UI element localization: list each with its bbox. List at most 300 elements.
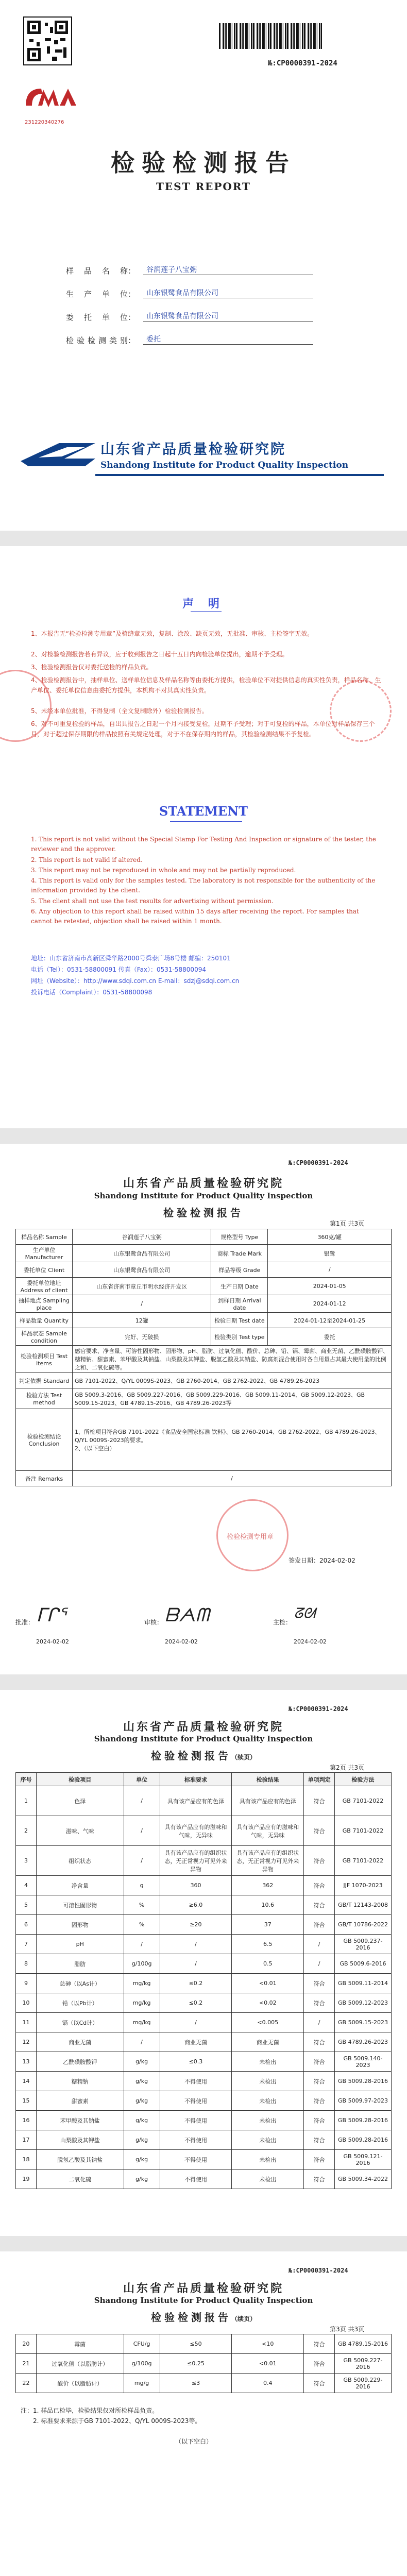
table-row	[16, 1954, 392, 1974]
contact-line: 投诉电话（Complaint）：0531-58800098	[31, 989, 152, 996]
table-row	[16, 2091, 392, 2111]
report-title: 检验检测报告	[111, 149, 296, 177]
cell: GB 5009.28-2016	[335, 2072, 392, 2091]
cell: GB 5009.34-2022	[335, 2170, 392, 2189]
cell: 完好、无破损	[72, 1328, 211, 1346]
cell: 37	[232, 1915, 304, 1935]
cell: GB 5009.11-2014	[335, 1974, 392, 1993]
qr-code	[23, 16, 72, 65]
page-number: 第2页 共3页	[330, 1764, 365, 1771]
cell: GB 4789.26-2023	[335, 2032, 392, 2052]
cell: /	[124, 1816, 160, 1846]
cell: 0.5	[232, 1954, 304, 1974]
cell: 山东省济南市章丘市明水经济开发区	[72, 1278, 211, 1295]
cell: 9	[16, 1974, 37, 1993]
statement-para-1: 1、本报告无“检验检测专用章”及骑缝章无效，复制、涂改、缺页无效，无批准、审核、主检签字无效。	[31, 630, 314, 637]
cell: 不得使用	[160, 2111, 232, 2130]
table-row	[16, 1895, 392, 1915]
cell: /	[160, 1954, 232, 1974]
cell: 10	[16, 1993, 37, 2013]
field-test-type: 检验检测类别： 委托	[66, 335, 135, 346]
statement-en-2: 2. This report is not valid if altered.	[31, 856, 143, 863]
report-title: 检验检测报告	[163, 1207, 244, 1219]
cell: 4	[16, 1876, 37, 1895]
cell: GB 7101-2022	[335, 1816, 392, 1846]
statement-en-3: 3. This report may not be reproduced in whole and may not be partially reproduced.	[31, 867, 296, 874]
cell: 符合	[304, 2111, 335, 2130]
cell: /	[72, 1295, 211, 1313]
cell: mg/kg	[124, 2013, 160, 2032]
cell: 未检出	[232, 2091, 304, 2111]
cell: /	[304, 1935, 335, 1954]
cell: GB 5009.28-2016	[335, 2130, 392, 2150]
cell: g	[124, 1876, 160, 1895]
page-separator	[0, 1674, 407, 1690]
cell: GB 5009.140-2023	[335, 2052, 392, 2072]
date: 2024-02-02	[294, 1638, 327, 1645]
table-row	[16, 2354, 392, 2374]
cell: 符合	[304, 1876, 335, 1895]
cell: 色泽	[36, 1786, 124, 1816]
cell: 山东银鹭食品有限公司	[72, 1262, 211, 1278]
contact-line: 电话（Tel）：0531-58800091 传真（Fax）：0531-58800094	[31, 966, 206, 973]
cell: 符合	[304, 1915, 335, 1935]
cell: 符合	[304, 2170, 335, 2189]
table-row	[16, 1876, 392, 1895]
table-row	[16, 1846, 392, 1876]
page-separator	[0, 1128, 407, 1144]
statement-title: 声 明	[182, 598, 225, 611]
cell: 符合	[304, 1816, 335, 1846]
cell: 山东银鹭食品有限公司	[72, 1245, 211, 1262]
cell: 委托	[268, 1328, 392, 1346]
cell: g/100g	[124, 2354, 160, 2374]
cell: 7	[16, 1935, 37, 1954]
cell: 17	[16, 2130, 37, 2150]
cell: 符合	[304, 2130, 335, 2150]
cell: g/100g	[124, 1954, 160, 1974]
results-page-2	[0, 2251, 407, 2576]
cell: 0.4	[232, 2374, 304, 2393]
cell: 酸价（以脂肪计）	[36, 2374, 124, 2393]
report-number: №:CP0000391-2024	[289, 1159, 348, 1166]
cell: /	[268, 1262, 392, 1278]
cell: 检验方法 Test method	[16, 1388, 73, 1409]
statement-en-1: 1. This report is not valid without the Special Stamp For Testing And Inspection or signature of the tester, the reviewer and the approver.	[31, 836, 376, 853]
cell: 12	[16, 2032, 37, 2052]
column-header: 单位	[124, 1773, 160, 1786]
statement-para-6: 6、对不可重复检验的样品，自出具报告之日起一个月内接受复检，过期不予受理；对于可复检的样品，本单位对样品保存三个月，对于超过保存期限的样品按照有关规定处理，对于不在保存期内的样品，其检验检测结果不予复检。	[31, 720, 375, 738]
cell: <0.02	[232, 1993, 304, 2013]
cell: 1	[16, 1786, 37, 1816]
cell: 12罐	[72, 1313, 211, 1328]
cell: 总砷（以As计）	[36, 1974, 124, 1993]
cell: 净含量	[36, 1876, 124, 1895]
approver-signature: ᒥᒋᕐ	[36, 1605, 66, 1626]
cell: ≤0.25	[160, 2354, 232, 2374]
cell: 6.5	[232, 1935, 304, 1954]
institute-name-en: Shandong Institute for Product Quality Inspection	[94, 1191, 313, 1200]
cell: GB 5009.97-2023	[335, 2091, 392, 2111]
tester-signature: ᘔᘛ	[294, 1605, 315, 1622]
cell: 具有该产品应有的组织状态，无正常视力可见外来异物	[232, 1846, 304, 1876]
cell: %	[124, 1915, 160, 1935]
cell: GB 5009.121-2016	[335, 2150, 392, 2170]
cell: 21	[16, 2354, 37, 2374]
note-line: 2. 标准要求来源于GB 7101-2022、Q/YL 0009S-2023等。	[33, 2417, 201, 2425]
cell: g/kg	[124, 2150, 160, 2170]
cell: GB 5009.28-2016	[335, 2111, 392, 2130]
cell: 13	[16, 2052, 37, 2072]
cell: 组织状态	[36, 1846, 124, 1876]
cell: 二氧化硫	[36, 2170, 124, 2189]
cell: 委托单位 Client	[16, 1262, 73, 1278]
cell: 委托单位地址 Address of client	[16, 1278, 73, 1295]
cell: 规格型号 Type	[211, 1229, 268, 1245]
field-label: 样品名称	[66, 266, 128, 276]
cell: 符合	[304, 2334, 335, 2354]
table-row	[16, 1373, 392, 1388]
cell: GB 5009.237-2016	[335, 1935, 392, 1954]
cell: 具有该产品应有的滋味和气味，无异味	[160, 1816, 232, 1846]
title-underline	[191, 611, 222, 612]
cell: %	[124, 1895, 160, 1915]
cell: 具有该产品应有的滋味和气味，无异味	[232, 1816, 304, 1846]
results-table	[15, 1772, 392, 2189]
cell: 滋味、气味	[36, 1816, 124, 1846]
statement-en-4: 4. This report is valid only for the samples tested. The laboratory is not responsible for the authenticity of the information provided by the client.	[31, 877, 376, 894]
institute-name: 山东省产品质量检验研究院	[123, 1177, 284, 1190]
cell: mg/kg	[124, 1974, 160, 1993]
table-row	[16, 1245, 392, 1262]
cell: GB 5009.6-2016	[335, 1954, 392, 1974]
cell: 感官要求、净含量、可溶性固形物、固形物、pH、脂肪、过氧化值、酸价、总砷、铅、镉、霉菌、商业无菌、乙酰磺胺酸钾、糖精钠、甜蜜素、苯甲酸及其钠盐、山梨酸及其钾盐、脱氢乙酸及其钠盐、防腐剂混合使用时各自用量占其最大使用量的比例之和、二氧化硫等。	[72, 1346, 391, 1373]
table-row	[16, 1471, 392, 1486]
cell: GB 5009.229-2016	[335, 2374, 392, 2393]
cell: /	[124, 1935, 160, 1954]
column-header: 检验项目	[36, 1773, 124, 1786]
cell: g/kg	[124, 2111, 160, 2130]
cma-code: 231220340276	[25, 120, 64, 125]
statement-para-3: 3、检验检测报告仅对委托送检的样品负责。	[31, 664, 152, 671]
cell: GB 7101-2022	[335, 1786, 392, 1816]
cell: 未检出	[232, 2052, 304, 2072]
cell: 符合	[304, 2374, 335, 2393]
page-separator	[0, 2236, 407, 2251]
cell: ≥20	[160, 1915, 232, 1935]
cell: 检验类别 Test type	[211, 1328, 268, 1346]
cell: 可溶性固形物	[36, 1895, 124, 1915]
cell: 样品等级 Grade	[211, 1262, 268, 1278]
cell: 1、所检项目符合GB 7101-2022《食品安全国家标准 饮料》、GB 2760-2014、GB 2762-2022、GB 4789.26-2023、Q/YL 0009S-2023的要求。 2、（以下空白）	[72, 1409, 391, 1471]
statement-para-5: 5、未经本单位批准，不得复制（全文复制除外）检验检测报告。	[31, 707, 208, 715]
cell: /	[72, 1471, 391, 1486]
table-row	[16, 2150, 392, 2170]
cell: /	[124, 1786, 160, 1816]
cell: 样品状态 Sample condition	[16, 1328, 73, 1346]
table-row	[16, 1313, 392, 1328]
cell: 不得使用	[160, 2170, 232, 2189]
cell: 镉（以Cd计）	[36, 2013, 124, 2032]
page-number: 第3页 共3页	[330, 2326, 365, 2333]
cell: 未检出	[232, 2150, 304, 2170]
cell: 19	[16, 2170, 37, 2189]
table-row	[16, 2130, 392, 2150]
table-row	[16, 2052, 392, 2072]
column-header: 单项判定	[304, 1773, 335, 1786]
cell: 11	[16, 2013, 37, 2032]
tester-label: 主检：	[273, 1619, 292, 1626]
report-number: №:CP0000391-2024	[268, 59, 337, 67]
cell: /	[304, 1954, 335, 1974]
cell: 8	[16, 1954, 37, 1974]
cma-logo	[21, 82, 82, 118]
cell: g/kg	[124, 2130, 160, 2150]
cell: 检验检测结论 Conclusion	[16, 1409, 73, 1471]
table-row	[16, 1388, 392, 1409]
table-row	[16, 1346, 392, 1373]
cell: GB 5009.3-2016、GB 5009.227-2016、GB 5009.229-2016、GB 5009.11-2014、GB 5009.12-2023、GB 5009.15-2023、GB 4789.15-2016、GB 4789.26-2023等	[72, 1388, 391, 1409]
report-number: №:CP0000391-2024	[289, 2267, 348, 2274]
cell: 2	[16, 1816, 37, 1846]
title-underline	[170, 821, 242, 822]
cell: 抽样地点 Sampling place	[16, 1295, 73, 1313]
cell: 山梨酸及其钾盐	[36, 2130, 124, 2150]
institute-name: 山东省产品质量检验研究院	[123, 1721, 284, 1734]
continued-label: （续页）	[231, 1754, 256, 1761]
cell: 18	[16, 2150, 37, 2170]
results-table	[15, 2334, 392, 2393]
cell: 未检出	[232, 2170, 304, 2189]
table-row	[16, 2170, 392, 2189]
cell: GB/T 10786-2022	[335, 1915, 392, 1935]
cell: 样品名称 Sample	[16, 1229, 73, 1245]
cell: 15	[16, 2091, 37, 2111]
field-value: 委托	[143, 334, 313, 345]
sign-date: 签发日期：2024-02-02	[289, 1557, 355, 1564]
cell: 362	[232, 1876, 304, 1895]
cell: 符合	[304, 2072, 335, 2091]
cell: 符合	[304, 1895, 335, 1915]
cover-page	[0, 0, 407, 531]
seal-text: 检验检测专用章	[227, 1533, 274, 1541]
field-value: 谷润莲子八宝粥	[143, 264, 313, 275]
cell: <0.005	[232, 2013, 304, 2032]
cell: 不得使用	[160, 2091, 232, 2111]
table-row	[16, 2032, 392, 2052]
continued-label: （续页）	[231, 2315, 256, 2323]
cell: 固形物	[36, 1915, 124, 1935]
table-row	[16, 1295, 392, 1313]
report-title	[0, 2309, 407, 2324]
cell: mg/g	[124, 2374, 160, 2393]
field-label: 委托单位	[66, 313, 128, 322]
column-header: 序号	[16, 1773, 37, 1786]
stamp-seal	[330, 680, 392, 742]
cell: 谷润莲子八宝粥	[72, 1229, 211, 1245]
cell: 未检出	[232, 2111, 304, 2130]
cell: /	[124, 1846, 160, 1876]
statement-en-5: 5. The client shall not use the test results for advertising without permission.	[31, 897, 274, 905]
cell: 生产日期 Date	[211, 1278, 268, 1295]
field-value: 山东银鹭食品有限公司	[143, 287, 313, 298]
cell: 符合	[304, 2354, 335, 2374]
cell: 6	[16, 1915, 37, 1935]
cell: /	[124, 2032, 160, 2052]
cell: 商标 Trade Mark	[211, 1245, 268, 1262]
cell: 未检出	[232, 2130, 304, 2150]
statement-para-2: 2、对检验检测报告若有异议，应于收到报告之日起十五日内向检验单位提出，逾期不予受理。	[31, 651, 289, 658]
results-page-1	[0, 1690, 407, 2236]
cell: 糖精钠	[36, 2072, 124, 2091]
cell: g/kg	[124, 2072, 160, 2091]
cell: /	[160, 1935, 232, 1954]
field-manufacturer: 生产单位： 山东银鹭食品有限公司	[66, 289, 135, 299]
institute-name-en: Shandong Institute for Product Quality Inspection	[94, 2296, 313, 2305]
cell: 符合	[304, 2091, 335, 2111]
cell: 铅（以Pb计）	[36, 1993, 124, 2013]
table-row	[16, 1935, 392, 1954]
cell: 10.6	[232, 1895, 304, 1915]
cell: 符合	[304, 2052, 335, 2072]
cell: 检验检测项目 Test items	[16, 1346, 73, 1373]
cell: GB 5009.227-2016	[335, 2354, 392, 2374]
cell: 20	[16, 2334, 37, 2354]
page-separator	[0, 531, 407, 546]
cell: JJF 1070-2023	[335, 1876, 392, 1895]
cell: GB/T 12143-2008	[335, 1895, 392, 1915]
institute-name-en: Shandong Institute for Product Quality Inspection	[94, 1734, 313, 1743]
cell: /	[160, 2013, 232, 2032]
cell: g/kg	[124, 2052, 160, 2072]
statement-page	[0, 546, 407, 1128]
cell: 甜蜜素	[36, 2091, 124, 2111]
table-row	[16, 1974, 392, 1993]
cell: 5	[16, 1895, 37, 1915]
table-row	[16, 1786, 392, 1816]
cell: /	[304, 2013, 335, 2032]
table-row	[16, 1915, 392, 1935]
cell: 符合	[304, 1786, 335, 1816]
cell: 符合	[304, 1846, 335, 1876]
table-row	[16, 1229, 392, 1245]
cell: GB 5009.12-2023	[335, 1993, 392, 2013]
field-label: 生产单位	[66, 290, 128, 299]
statement-en-6: 6. Any objection to this report shall be raised within 15 days after receiving the report. For samples that cannot be retested, objection shall be raised within 1 month.	[31, 908, 359, 925]
cell: 具有该产品应有的色泽	[232, 1786, 304, 1816]
institute-name-en: Shandong Institute for Product Quality Inspection	[100, 460, 349, 470]
institute-name: 山东省产品质量检验研究院	[123, 2282, 284, 2295]
cell: 未检出	[232, 2072, 304, 2091]
field-value: 山东银鹭食品有限公司	[143, 311, 313, 321]
cell: 生产单位 Manufacturer	[16, 1245, 73, 1262]
cell: CFU/g	[124, 2334, 160, 2354]
cell: ≤0.2	[160, 1974, 232, 1993]
cell: 脂肪	[36, 1954, 124, 1974]
cell: 2024-01-12	[268, 1295, 392, 1313]
table-header-row	[16, 1773, 392, 1786]
cell: 样品数量 Quantity	[16, 1313, 73, 1328]
reviewer-label: 审核：	[144, 1619, 163, 1626]
cell: GB 7101-2022	[335, 1846, 392, 1876]
cell: ≤0.3	[160, 2052, 232, 2072]
cell: pH	[36, 1935, 124, 1954]
cell: 霉菌	[36, 2334, 124, 2354]
date: 2024-02-02	[36, 1638, 69, 1645]
cell: 2024-01-05	[268, 1278, 392, 1295]
table-row	[16, 1816, 392, 1846]
note-line: 注：1. 样品已检毕，检验结果仅对所检样品负责。	[21, 2407, 159, 2414]
cell: 备注 Remarks	[16, 1471, 73, 1486]
cell: 脱氢乙酸及其钠盐	[36, 2150, 124, 2170]
approver-label: 批准：	[15, 1619, 35, 1626]
contact-line: 网址（Website）：http://www.sdqi.com.cn E-mail：sdzj@sdqi.com.cn	[31, 977, 240, 985]
table-row	[16, 1409, 392, 1471]
cell: <10	[232, 2334, 304, 2354]
cell: ≥6.0	[160, 1895, 232, 1915]
barcode	[219, 23, 322, 49]
cell: 2024-01-12至2024-01-25	[268, 1313, 392, 1328]
cell: mg/kg	[124, 1993, 160, 2013]
report-number: №:CP0000391-2024	[289, 1705, 348, 1713]
cell: <0.01	[232, 2354, 304, 2374]
note-line: （以下空白）	[175, 2438, 213, 2445]
cell: 到样日期 Arrival date	[211, 1295, 268, 1313]
cell: 3	[16, 1846, 37, 1876]
cell: 符合	[304, 1974, 335, 1993]
cell: 判定依据 Standard	[16, 1373, 73, 1388]
report-title-en: TEST REPORT	[156, 180, 251, 193]
cell: ≤3	[160, 2374, 232, 2393]
cell: 符合	[304, 2032, 335, 2052]
table-row	[16, 1278, 392, 1295]
date: 2024-02-02	[165, 1638, 198, 1645]
cell: g/kg	[124, 2170, 160, 2189]
column-header: 检验方法	[335, 1773, 392, 1786]
table-row	[16, 2072, 392, 2091]
reviewer-signature: ᗷᗅᗰ	[165, 1605, 209, 1626]
institute-name: 山东省产品质量检验研究院	[100, 442, 286, 457]
report-title	[0, 1748, 407, 1762]
cell: 符合	[304, 2150, 335, 2170]
statement-para-4: 4、检验检测报告中，抽样单位、送样单位信息及样品名称等由委托方提供，检验单位不对提供信息的真实性负责，样品名称、生产单位、委托单位信息由委托方提供，本机构不对其真实性负责。	[31, 676, 381, 694]
cell: 不得使用	[160, 2130, 232, 2150]
cell: ≤50	[160, 2334, 232, 2354]
column-header: 检验结果	[232, 1773, 304, 1786]
cell: 商业无菌	[36, 2032, 124, 2052]
page-number: 第1页 共3页	[330, 1220, 365, 1227]
cell: 检验日期 Test date	[211, 1313, 268, 1328]
cell: 360克/罐	[268, 1229, 392, 1245]
cell: 22	[16, 2374, 37, 2393]
cell: g/kg	[124, 2091, 160, 2111]
report-title-text: 检验检测报告	[150, 2311, 231, 2324]
cell: 具有该产品应有的组织状态，无正常视力可见外来异物	[160, 1846, 232, 1876]
table-row	[16, 1328, 392, 1346]
cell: 不得使用	[160, 2150, 232, 2170]
cell: 银鹭	[268, 1245, 392, 1262]
cell: 商业无菌	[232, 2032, 304, 2052]
table-row	[16, 2111, 392, 2130]
cell: ≤0.2	[160, 1993, 232, 2013]
cell: 苯甲酸及其钠盐	[36, 2111, 124, 2130]
cell: 乙酰磺胺酸钾	[36, 2052, 124, 2072]
table-row	[16, 2334, 392, 2354]
cell: 商业无菌	[160, 2032, 232, 2052]
cell: 360	[160, 1876, 232, 1895]
cell: 14	[16, 2072, 37, 2091]
cell: 具有该产品应有的色泽	[160, 1786, 232, 1816]
